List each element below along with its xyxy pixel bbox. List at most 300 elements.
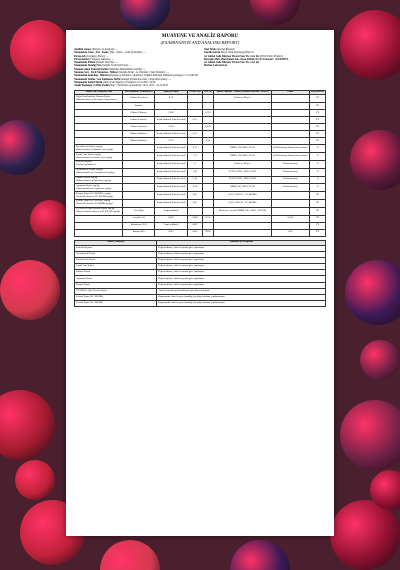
meta-row: Numunenin Teslim / Son Kullanma Tarihi (Sample Production Date / Expiration Date): —	[74, 77, 172, 81]
results-cell-method	[214, 117, 272, 124]
meta-value: —	[143, 51, 146, 55]
meta-label-en: (Sample Production Date / Expiration Date)	[121, 77, 168, 81]
results-cell-crit: UY	[310, 199, 326, 207]
meta-row: Numunenin Ambalajı / Miktarı (Packing of Samples / Quantity): Orijinal Ambalajı (Original packages) / 2 x 1000 ml	[74, 74, 198, 78]
results-cell-param	[123, 168, 155, 176]
summary-description: Kapsamında etiket beyanı olmadığı için değerlendirme yapılmamıştır.	[157, 295, 326, 301]
table-row	[75, 168, 326, 176]
table-row	[75, 192, 326, 200]
results-cell-result: Tespit edilmedi (Not detected)	[154, 199, 187, 207]
table-row	[75, 145, 326, 153]
berry-decoration	[250, 0, 300, 25]
results-cell-result: Tespit edilmedi	[154, 222, 187, 229]
results-cell-param: Arsenik (As)	[123, 215, 155, 222]
results-cell-result: Tespit edilmedi (Not detected)	[154, 153, 187, 161]
results-header-cell: Limit	[271, 90, 310, 95]
analysis-name: Sorbik Asit Tayini, mg/kg	[76, 152, 101, 156]
results-cell-lod	[188, 138, 203, 145]
results-cell-name	[75, 215, 123, 222]
results-cell-param: Kurşun (Pb)	[123, 229, 155, 236]
table-row	[75, 215, 326, 222]
analysis-name-en: (Determination of Saccharin mg/kg)	[76, 178, 111, 182]
results-cell-param	[123, 153, 155, 161]
results-cell-method	[214, 229, 272, 236]
results-cell-method	[214, 124, 272, 131]
results-cell-limit	[271, 192, 310, 200]
summary-analysis: Benzoik Asit Tayini	[75, 257, 157, 263]
results-cell-lod: 0,007	[188, 229, 203, 236]
results-cell-crit: UY	[310, 131, 326, 138]
results-cell-ub	[202, 145, 213, 153]
results-cell-lod: 0,01	[188, 131, 203, 138]
results-cell-param: Fruktoz	[123, 103, 155, 110]
summary-analysis: Pestisit Tayini (GC MS/MS)	[75, 295, 157, 301]
results-cell-method: Şırdan ve Meyve	[214, 95, 272, 103]
table-row	[75, 95, 326, 103]
results-cell-crit: UY	[310, 192, 326, 200]
analysis-name: Sakarin Tayini, mg/kg	[76, 176, 98, 180]
berry-decoration	[345, 260, 400, 325]
results-header-cell: LOD/LOQ	[189, 90, 201, 94]
berry-decoration	[350, 130, 400, 190]
results-cell-result: 8,59	[154, 95, 187, 103]
results-cell-ub: 99,05	[202, 229, 213, 236]
results-cell-crit: UY	[310, 117, 326, 124]
results-cell-crit: UY	[310, 110, 326, 117]
results-cell-limit: Belirlenmemiş (Should not contain)	[271, 145, 310, 153]
results-cell-ub	[202, 207, 213, 215]
meta-value: —	[166, 71, 169, 75]
summary-description: Değerlendirme, etiket beyanına göre yapılmıştır.	[157, 251, 326, 257]
results-cell-lod	[188, 124, 203, 131]
berry-decoration	[340, 400, 400, 470]
results-cell-limit	[271, 199, 310, 207]
results-cell-method	[214, 131, 272, 138]
berry-decoration	[0, 120, 45, 175]
meta-label: A1 Global Gıda Dünyası Ticaret San. Tic. Ltd. Şti.	[203, 61, 260, 65]
results-cell-lod	[188, 103, 203, 110]
meta-label-en: (Sample Collected From)	[101, 64, 128, 68]
meta-label-en: (Date of Acceptance of Sample)	[102, 80, 136, 84]
meta-label-en: (Sample Serial - Lot Number / Seal Number)	[118, 71, 165, 75]
results-cell-method: AOAC 2007.01 - GC MS/MS	[214, 192, 272, 200]
results-cell-param: Laktoz (Lactose)	[123, 117, 155, 124]
berry-decoration	[100, 540, 160, 570]
results-header-cell: Alt Parametre (Parameter)	[124, 90, 153, 94]
results-cell-name	[75, 184, 123, 192]
results-header-cell: Ü.B. (±)	[203, 90, 212, 94]
table-row	[75, 222, 326, 229]
table-row	[75, 160, 326, 168]
results-cell-name	[75, 199, 123, 207]
results-cell-result: Tespit edilmedi (Not detected)	[154, 145, 187, 153]
table-row	[75, 131, 326, 138]
results-cell-method	[214, 110, 272, 117]
summary-description: Kapsamında etiket beyanı olmadığı için değerlendirme yapılmamıştır.	[157, 301, 326, 307]
results-cell-param: Glikoz (Glucose)	[123, 110, 155, 117]
results-cell-result: Tespit edilmedi (Not detected)	[154, 184, 187, 192]
results-cell-crit: U	[310, 168, 326, 176]
table-row	[75, 301, 326, 307]
analysis-name-en: (Determination of Aspartame mg/kg)	[76, 186, 112, 190]
berry-decoration	[360, 340, 400, 380]
results-cell-name	[75, 176, 123, 184]
results-cell-result: 12,63	[154, 124, 187, 131]
results-cell-lod	[188, 110, 203, 117]
results-cell-param	[123, 184, 155, 192]
meta-label: Numunenin Alındığı Yer	[74, 64, 102, 68]
berry-decoration	[330, 500, 400, 570]
results-cell-ub	[202, 168, 213, 176]
report-page	[66, 30, 334, 536]
results-cell-ub	[202, 153, 213, 161]
results-cell-result: Tespit edilmedi (Not detected)	[154, 160, 187, 168]
results-cell-lod: 0,01	[188, 199, 203, 207]
berry-decoration	[230, 540, 290, 570]
results-cell-name	[75, 117, 123, 124]
results-cell-ub	[202, 160, 213, 168]
analysis-name: ICP-MS ile Ağır Element Tayini, mg/kg	[76, 207, 115, 211]
results-cell-name	[75, 95, 123, 103]
analysis-name-en: (Colouring Matters)	[76, 163, 96, 167]
results-cell-result: Tespit edilmedi (Not detected)	[154, 168, 187, 176]
results-cell-method: NMKL 124: HPLC DAD	[214, 145, 272, 153]
table-row	[75, 229, 326, 236]
table-row	[75, 207, 326, 215]
analysis-name-en: (Determination of benzoic acid mg/kg)	[76, 147, 114, 151]
results-cell-crit: UY	[310, 103, 326, 110]
analysis-name-en: (Determination of Acesulfame K mg/kg)	[76, 171, 115, 175]
meta-label-en: Meyve Özlü Zeytinyağı Hücresi	[220, 51, 254, 55]
results-cell-method: NMKL 124: HPLC DAD	[214, 153, 272, 161]
results-cell-name	[75, 110, 123, 117]
meta-label: Numune Seri - Parti Numarası / Miktar	[74, 71, 118, 75]
table-row	[75, 124, 326, 131]
results-cell-name	[75, 145, 123, 153]
analysis-name: Sentetik Boyalar	[76, 160, 93, 164]
berry-decoration	[0, 390, 55, 460]
summary-analysis: Kurşun Tayini	[75, 282, 157, 288]
summary-header-cell: Açıklama (Description)	[157, 240, 326, 245]
meta-label-en: (Company Name)	[86, 54, 105, 58]
analysis-name: Aspartam Tayini, mg/kg	[76, 183, 100, 187]
results-cell-limit: 0,020	[271, 215, 310, 222]
summary-analysis: Aspartam Tayini	[75, 276, 157, 282]
results-cell-ub	[202, 176, 213, 184]
results-cell-lod: 0,01	[188, 117, 203, 124]
analysis-name-en: (Determination of Sorbic Acid mg/kg)	[76, 155, 113, 159]
berry-decoration	[340, 10, 400, 80]
table-row	[75, 176, 326, 184]
meta-label: Numune Alma Yöntemi/Tarihi	[74, 67, 108, 71]
results-cell-limit	[271, 95, 310, 103]
results-header-cell: Analiz Yöntemi - Cihazı (Analysis Method - Device)	[214, 90, 272, 95]
analysis-name-en: (Determination of the Sugar Composition)	[76, 97, 117, 101]
results-cell-name	[75, 222, 123, 229]
results-cell-method	[214, 138, 272, 145]
results-cell-method: NMKL 141: HPLC DAD	[214, 184, 272, 192]
results-header-cell: Değ. Kriteri	[311, 90, 324, 94]
meta-label: Firma Adresi	[74, 57, 89, 61]
summary-analysis: Pestisit Tayini (LC MS/MS)	[75, 301, 157, 307]
results-cell-result: Tespit edilmedi (Not detected)	[154, 117, 187, 124]
results-cell-limit	[271, 222, 310, 229]
results-cell-name	[75, 131, 123, 138]
results-cell-crit: U	[310, 153, 326, 161]
meta-label-en: (Packing of Samples / Quantity)	[109, 74, 143, 78]
results-cell-param	[123, 176, 155, 184]
results-cell-param: Sukroz (Sucrose)	[123, 124, 155, 131]
meta-label: Numunenin Cinsi - Adı - Kodu	[74, 51, 108, 55]
results-cell-lod	[188, 95, 203, 103]
summary-description: Değerlendirme, etiket beyanına göre yapılmıştır.	[157, 270, 326, 276]
meta-label-en: (Start - End Dates of Analysis)	[109, 84, 142, 88]
meta-right	[204, 48, 326, 88]
analysis-name-en: (Pesticide Analysis GC MS/MS mg/kg)	[76, 194, 114, 198]
meta-label: Numunenin Kabul Tarihi	[74, 80, 103, 84]
results-cell-limit	[271, 103, 310, 110]
results-cell-result	[154, 103, 187, 110]
meta-label-en: (Company Address)	[89, 57, 110, 61]
table-row	[75, 138, 326, 145]
meta-value: —	[115, 48, 119, 51]
meta-label: Özel Terek	[203, 48, 216, 51]
meta-row: Analiz Başlangıç ve Bitiş Tarihi (Start - End Dates of Analysis): 18.11.2015 - 24.11.2015	[74, 84, 168, 88]
table-row	[75, 110, 326, 117]
results-cell-lod	[188, 207, 203, 215]
results-cell-result: 0,013	[154, 229, 187, 236]
results-cell-param: Maltoz (Maltose)	[123, 138, 155, 145]
summary-analysis: ICP-MS ile Ağır Element Tayini	[75, 288, 157, 294]
meta-value: 18.11.2015 - 24.11.2015	[142, 84, 168, 88]
meta-label-en: (Type - Name - Code of Sample)	[108, 51, 142, 55]
summary-description: Değerlendirme, etiket beyanına göre yapılmıştır.	[157, 245, 326, 251]
meta-row	[204, 64, 326, 67]
analysis-name: Kurşun Tayini (GC MS/MS), mg/kg	[76, 191, 111, 195]
summary-analysis: Sorbik Asit Tayini	[75, 264, 157, 270]
results-cell-ub	[202, 95, 213, 103]
results-cell-ub	[202, 222, 213, 229]
results-cell-crit: U	[310, 160, 326, 168]
meta-row: Firma Adresi (Company Address): —	[74, 57, 114, 61]
meta-label: Numunenin Teslim / Son Kullanma Tarihi	[74, 77, 121, 81]
table-row	[75, 199, 326, 207]
summary-description: Değerlendirme, etiket beyanına göre yapılmıştır.	[157, 276, 326, 282]
results-cell-lod: 5,7	[188, 160, 203, 168]
results-cell-ub	[202, 117, 213, 124]
results-header-cell: Analiz Adı (Analysis) Unit	[75, 90, 123, 95]
results-cell-limit: Belirlenmemiş	[271, 168, 310, 176]
meta-label: Analiz Başlangıç ve Bitiş Tarihi	[74, 84, 109, 88]
meta-value: Orijinal Ambalajı (Original packages) / 2 x 1000 ml	[143, 74, 198, 78]
analysis-name: Benzoik Asit Tayini, mg/kg	[76, 144, 103, 148]
results-cell-lod: 0,01	[188, 192, 203, 200]
results-cell-limit: Belirlenmemiş	[271, 184, 310, 192]
meta-row: Numunenin Cinsi - Adı - Kodu (Type - Name - Code of Sample): —	[74, 51, 146, 55]
meta-row: Numune Alma Yöntemi/Tarihi (Sampling Method/Date and By): —	[74, 67, 147, 71]
results-cell-lod: 4,17	[188, 145, 203, 153]
summary-analysis: Sentetik Boyalar	[75, 245, 157, 251]
results-cell-lod: 5,14	[188, 176, 203, 184]
results-cell-limit	[271, 131, 310, 138]
meta-row: Numunenin Etiketi (Sample Seal No): —	[74, 61, 119, 65]
results-cell-name	[75, 153, 123, 161]
summary-analysis: Sakarin Tayini	[75, 270, 157, 276]
results-cell-name	[75, 168, 123, 176]
table-row	[75, 153, 326, 161]
results-cell-name	[75, 192, 123, 200]
results-cell-param: Civa (Hg)	[123, 207, 155, 215]
meta-label-en: (Special Request)	[216, 48, 235, 51]
meta-row: Firma Adı (Company Name): —	[74, 54, 109, 58]
analysis-name-en: (Pesticide Analysis LC MS/MS mg/kg)	[76, 202, 113, 206]
analysis-name: Yağın Renklendirici Vitamin Tayini	[76, 94, 111, 98]
meta-value: —	[168, 77, 172, 81]
meta-value: —	[105, 54, 109, 58]
summary-description: Analiz sonuçları gıda kurallarına göre düzenlenmiştir.	[157, 288, 326, 294]
meta-value: 18.11.2015 14:34	[137, 80, 156, 84]
results-cell-method	[214, 215, 272, 222]
berry-decoration	[0, 260, 60, 320]
results-cell-param: Kadmiyum (Cd)	[123, 222, 155, 229]
results-cell-method: TS EN 12856 - HPLC DAD	[214, 176, 272, 184]
meta-row: Analizin Amacı (Purpose of Analysis): —	[74, 48, 119, 51]
results-cell-limit	[271, 110, 310, 117]
meta-label-en: (Sample Seal No)	[95, 61, 115, 65]
results-cell-method: Merkezi ve metod (NMKL 186 : 2007) - ICP MS	[214, 207, 272, 215]
results-cell-result: 23,23	[154, 138, 187, 145]
results-cell-name	[75, 103, 123, 110]
meta-label-en: (Purpose of Analysis)	[91, 48, 115, 51]
results-cell-ub	[202, 184, 213, 192]
berry-decoration	[15, 460, 55, 500]
results-cell-name	[75, 229, 123, 236]
summary-analysis: Asesülfam K Tayini	[75, 251, 157, 257]
results-cell-limit	[271, 117, 310, 124]
results-cell-method	[214, 222, 272, 229]
results-cell-method: TS EN 12856 - HPLC DAD	[214, 168, 272, 176]
meta-value: —	[115, 61, 119, 65]
results-cell-crit: UY	[310, 222, 326, 229]
results-cell-crit: U	[310, 184, 326, 192]
meta-label: Numunenin Ambalajı / Miktarı	[74, 74, 109, 78]
analysis-name: Asesülfam K Tayini, mg/kg	[76, 168, 103, 172]
results-cell-limit: Belirlenmemiş (Should not contain)	[271, 153, 310, 161]
report-title: MUAYENE VE ANALİZ RAPORU	[161, 34, 239, 39]
results-cell-param	[123, 160, 155, 168]
results-cell-method: Şırdan ve Meyve	[214, 160, 272, 168]
meta-label: A1 Global Gıda Dünyası Ticaret San. Tic. Ltd. Şti.	[203, 54, 260, 58]
report-meta	[74, 48, 326, 88]
summary-description: Değerlendirme, etiket beyanına göre yapılmıştır.	[157, 257, 326, 263]
analysis-name: Pestisit Tayini (LC MS/MS), mg/kg	[76, 199, 111, 203]
results-cell-crit: UY	[310, 215, 326, 222]
results-cell-ub	[202, 131, 213, 138]
results-cell-lod: 3,43	[188, 168, 203, 176]
results-cell-lod: 8,34	[188, 184, 203, 192]
results-cell-ub: 0,736	[202, 110, 213, 117]
meta-label-en: (Sampling Method/Date and By)	[108, 67, 143, 71]
meta-row: Numunenin Kabul Tarihi (Date of Acceptance of Sample): 18.11.2015 14:34	[74, 80, 156, 84]
table-row	[75, 103, 326, 110]
results-cell-result: Tespit edilmedi (Not detected)	[154, 192, 187, 200]
results-cell-ub: 97,31	[202, 215, 213, 222]
results-cell-method: AOAC 2007.01 - LC MS/MS	[214, 199, 272, 207]
results-cell-name	[75, 207, 123, 215]
results-cell-crit: U	[310, 145, 326, 153]
meta-value: —	[143, 67, 147, 71]
results-cell-ub	[202, 192, 213, 200]
results-cell-ub	[202, 103, 213, 110]
results-cell-result: Tespit edilmedi (Not detected)	[154, 131, 187, 138]
berry-decoration	[30, 200, 70, 240]
results-cell-param	[123, 192, 155, 200]
meta-label: Analizin Amacı	[74, 48, 92, 51]
results-cell-limit	[271, 138, 310, 145]
results-cell-name	[75, 124, 123, 131]
results-cell-crit: UY	[310, 207, 326, 215]
meta-label: Firma Adı	[74, 54, 86, 58]
results-cell-result: 21,89	[154, 110, 187, 117]
results-cell-lod: 7,72	[188, 153, 203, 161]
meta-value: —	[111, 57, 114, 61]
berry-decoration	[120, 0, 170, 30]
results-cell-param	[123, 199, 155, 207]
table-row	[75, 184, 326, 192]
meta-row: Numunenin Alındığı Yer (Sample Collected From): —	[74, 64, 132, 68]
results-cell-lod: 0,008	[188, 215, 203, 222]
results-table	[74, 90, 326, 237]
summary-description: Değerlendirme, etiket beyanına göre yapılmıştır.	[157, 282, 326, 288]
results-cell-crit: UY	[310, 138, 326, 145]
summary-table	[74, 240, 326, 308]
results-cell-ub	[202, 199, 213, 207]
meta-label: Merkez Laboratuvar	[203, 64, 228, 68]
berry-decoration	[10, 20, 70, 80]
results-cell-result: Tespit edilmedi	[154, 207, 187, 215]
results-cell-lod: 0,007	[188, 222, 203, 229]
results-cell-param	[123, 145, 155, 153]
results-cell-crit: UY	[310, 229, 326, 236]
results-cell-limit	[271, 124, 310, 131]
results-cell-param: Fruktoz (Fructose)	[123, 95, 155, 103]
summary-header-cell: Analiz (Analysis)	[75, 240, 157, 245]
results-cell-limit: 0,05	[271, 229, 310, 236]
results-cell-limit	[271, 207, 310, 215]
results-cell-result: Tespit edilmedi (Not detected)	[154, 176, 187, 184]
results-cell-name	[75, 160, 123, 168]
meta-left	[74, 48, 198, 88]
results-cell-param: Maltoz (Maltose)	[123, 131, 155, 138]
results-cell-crit: UY	[310, 95, 326, 103]
analysis-name-en: (Heavy element analysis with ICP-MS mg/kg)	[76, 210, 120, 214]
meta-label: Tanıtık Formu	[203, 51, 221, 55]
meta-row: Numune Seri - Parti Numarası / Miktar (Sample Serial - Lot Number / Seal Number): —	[74, 71, 169, 75]
results-cell-ub: 0,54	[202, 138, 213, 145]
report-subtitle: (EXAMINATION AND ANALYSIS REPORT)	[160, 40, 240, 45]
summary-description: Değerlendirme, etiket beyanına göre yapılmıştır.	[157, 264, 326, 270]
results-cell-ub: 0,329	[202, 124, 213, 131]
results-cell-name	[75, 138, 123, 145]
table-row	[75, 117, 326, 124]
results-cell-crit: UY	[310, 124, 326, 131]
results-cell-method	[214, 103, 272, 110]
meta-label: Numunenin Etiketi	[74, 61, 96, 65]
results-cell-limit: Belirlenmemiş	[271, 160, 310, 168]
meta-value: —	[129, 64, 132, 68]
results-cell-limit: Belirlenmemiş	[271, 176, 310, 184]
results-cell-crit: U	[310, 176, 326, 184]
